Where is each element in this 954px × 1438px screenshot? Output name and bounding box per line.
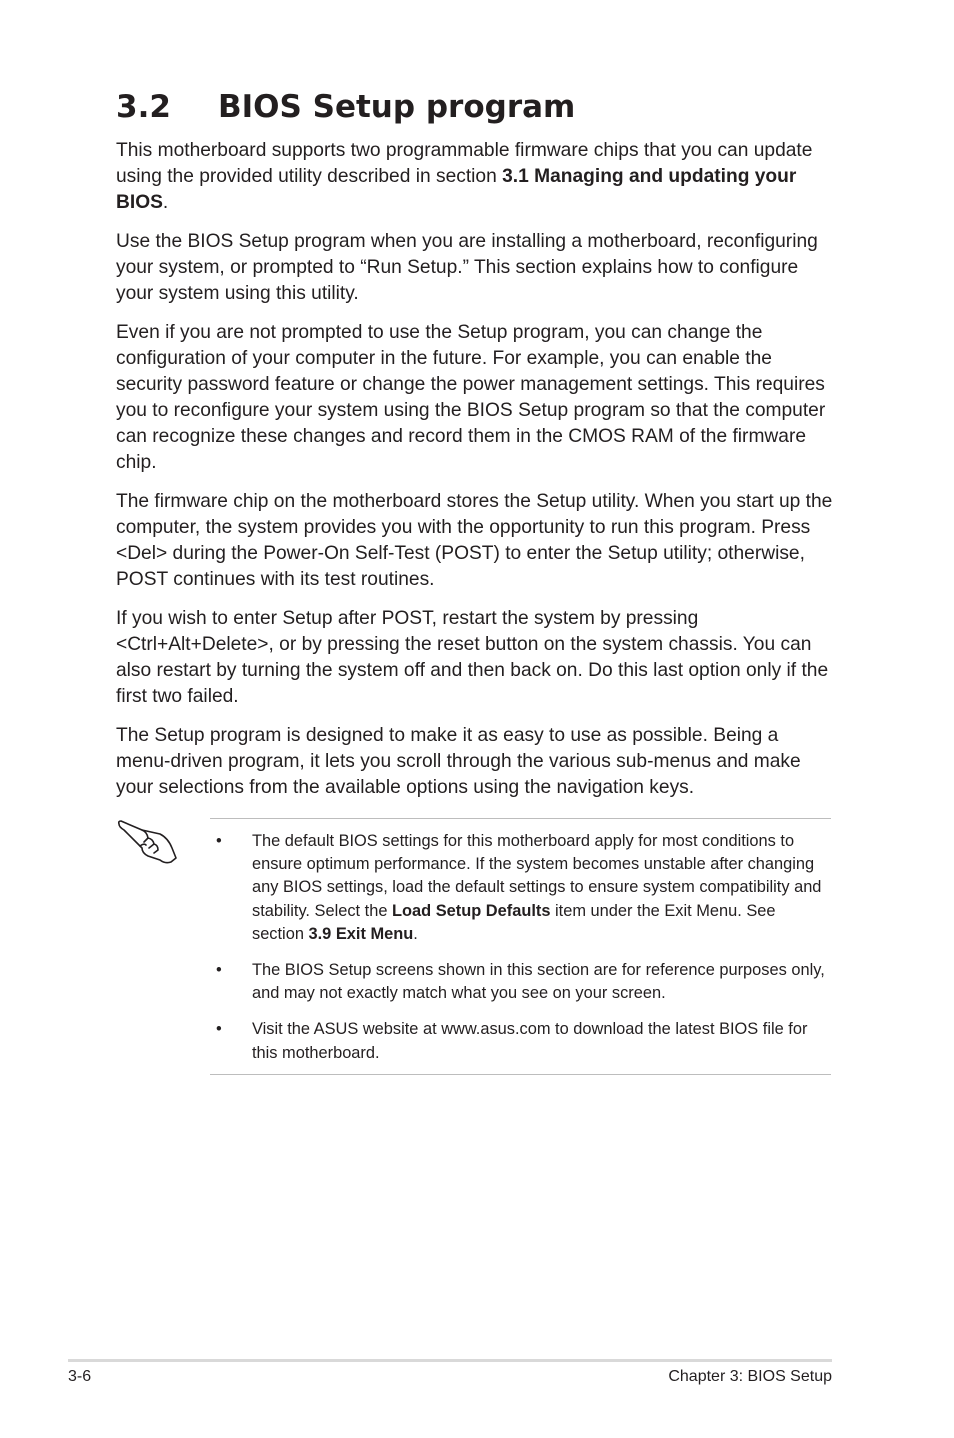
footer-divider	[68, 1359, 832, 1362]
note-item-1-end: .	[413, 924, 418, 943]
section-reference: 3.1 Managing and updating your BIOS	[116, 166, 797, 213]
note-list	[210, 818, 831, 1075]
chapter-title: Chapter 3: BIOS Setup	[668, 1368, 832, 1385]
note-item-1-text-2: item under the Exit Menu. See section	[252, 901, 776, 943]
bullet-marker: •	[216, 832, 222, 850]
bullet-marker: •	[216, 961, 222, 980]
section-number: 3.2	[116, 89, 171, 125]
paragraph-2: Use the BIOS Setup program when you are installing a motherboard, reconfiguring your system, or prompted to “Run Setup.” This section explains how to configure your system using this utility.	[116, 231, 818, 304]
note-item-3	[210, 1018, 831, 1064]
note-item-2	[210, 959, 831, 1005]
note-item-1-text: The default BIOS settings for this motherboard apply for most conditions to ensure optimum performance. If the system becomes unstable after changing any BIOS settings, load the default settings to ensure system compatibility and stability. Select the	[252, 832, 822, 920]
paragraph-5: If you wish to enter Setup after POST, restart the system by pressing <Ctrl+Alt+Delete>, or by pressing the reset button on the system chassis. You can also restart by turning the system off and then back on. Do this last option only if the first two failed.	[116, 608, 829, 707]
bullet-marker: •	[216, 1020, 222, 1039]
paragraph-1-text: This motherboard supports two programmable firmware chips that you can update using the provided utility described in section	[116, 140, 813, 187]
load-setup-defaults-label: Load Setup Defaults	[392, 901, 551, 920]
paragraph-1	[116, 138, 836, 216]
section-title: BIOS Setup program	[218, 89, 576, 125]
section-heading	[116, 86, 575, 128]
note-item-2-text: The BIOS Setup screens shown in this section are for reference purposes only, and may not exactly match what you see on your screen.	[252, 961, 825, 1003]
paragraph-6: The Setup program is designed to make it as easy to use as possible. Being a menu-driven program, it lets you scroll through the various sub-menus and make your selections from the available options using the navigation keys.	[116, 725, 801, 798]
exit-menu-reference: 3.9 Exit Menu	[308, 924, 414, 943]
paragraph-1-end: .	[162, 192, 169, 213]
paragraph-3: Even if you are not prompted to use the Setup program, you can change the configuration of your computer in the future. For example, you can enable the security password feature or change the power management settings. This requires you to reconfigure your system using the BIOS Setup program so that the computer can recognize these changes and record them in the CMOS RAM of the firmware chip.	[116, 322, 826, 473]
note-item-3-text: Visit the ASUS website at www.asus.com to download the latest BIOS file for this motherboard.	[252, 1020, 808, 1062]
hand-pointer-icon	[116, 818, 180, 870]
page-number: 3-6	[68, 1368, 92, 1385]
note-item-1	[210, 830, 831, 946]
body-text	[116, 138, 836, 814]
paragraph-4: The firmware chip on the motherboard stores the Setup utility. When you start up the computer, the system provides you with the opportunity to run this program. Press <Del> during the Power-On Self-Test (POST) to enter the Setup utility; otherwise, POST continues with its test routines.	[116, 491, 833, 590]
